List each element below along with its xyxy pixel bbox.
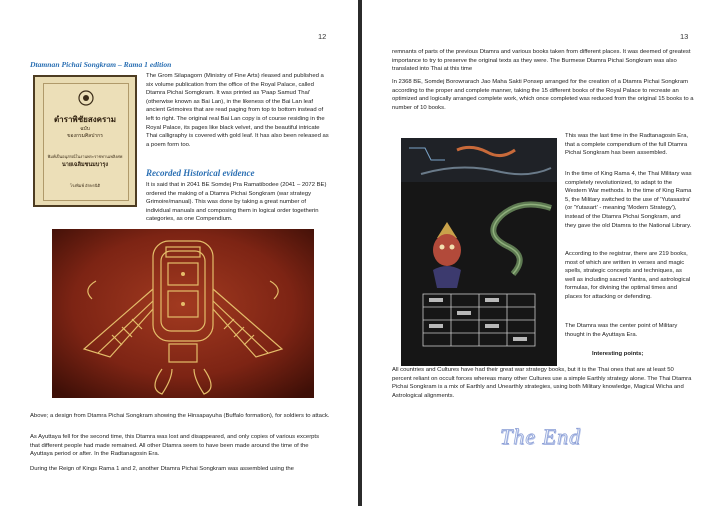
book-subtitle-2: ของกรมศิลปากร bbox=[67, 133, 103, 139]
emblem-icon bbox=[76, 89, 96, 107]
interesting-heading: Interesting points; bbox=[592, 351, 644, 357]
left-page bbox=[0, 0, 358, 506]
creation-paragraph: In 2368 BE, Somdej Borowrarach Jao Maha Sakti Ponsep arranged for the creation of a Dtamra Pichai Songkram according to the proper and complete manner, taking the 15 different books of the Royal Palace to recreate an optimized and logically arranged complete work, which once completed was reduced from the original 15 books to a number of 10 books. bbox=[392, 79, 694, 111]
manuscript-image bbox=[401, 138, 557, 366]
page-number: 13 bbox=[680, 32, 689, 41]
book-lower-name: นายเฉลิมชนมบารุง bbox=[61, 162, 109, 168]
rama4-paragraph: In the time of King Rama 4, the Thai Military was completely revolutionized, to adapt to the Western War methods. In the time of King Rama 5, the Military switched to the use of 'Yutasastra' (or 'Yutasart' - meaning 'Modern Strategy'), instead of the Dtamra Pichai Songkram, and they gave the old Dtamra to the National Library. bbox=[565, 171, 692, 229]
book-subtitle: ฉบับ bbox=[80, 126, 90, 132]
book-cover-image bbox=[33, 75, 137, 207]
image-caption: Above; a design from Dtamra Pichai Songkram showing the Hinsapayuha (Buffalo formation), for soldiers to attack. bbox=[30, 413, 330, 419]
history-paragraph: It is said that in 2041 BE Somdej Pra Ramatibodee (2041 – 2072 BE) ordered the making of a Dtamra Pichai Songkram (war strategy Grimoire/manual). This was done by taking a great number of individual manuals and composing them in logical order togetherin categories, as one Compendium. bbox=[146, 182, 327, 223]
subheading: Recorded Historical evidence bbox=[146, 168, 255, 178]
right-page bbox=[362, 0, 720, 506]
book-lower-text: พิมพ์เป็นอนุสรณ์ในงานพระราชทานเพลิงศพ bbox=[47, 154, 123, 159]
lost-paragraph: As Ayuttaya fell for the second time, this Dtamra was lost and disappeared, and only copies of various excerpts that different people had made remained. All other Dtamra seem to have been made around the time of the Ayuttaya period or after. In the Radtanagosin Era. bbox=[30, 434, 320, 458]
buffalo-formation-image bbox=[52, 229, 314, 398]
book-bottom-text: โรงพิมพ์ อักษรนิติ bbox=[69, 183, 101, 188]
book-title: ตำราพิชัยสงคราม bbox=[53, 115, 117, 124]
section-heading: Dtamnan Pichai Songkram – Rama 1 edition bbox=[30, 60, 172, 69]
the-end-title: The End bbox=[500, 424, 581, 449]
registrar-paragraph: According to the registrar, there are 219 books, most of which are written in verses and magic spells, strategic concepts and techniques, as well as including sacred Yantra, and astrological formulas, for divining the optimal times and places for attacking or defending. bbox=[565, 251, 691, 300]
page-number: 12 bbox=[318, 32, 327, 41]
intro-paragraph: The Grom Silapagorn (Ministry of Fine Arts) rleased and published a six volume publication from the office of the Royal Palace, called Dtamra Pichai Somgkram. It was printed as 'Paap Samud Thai' (otherwise known as Bai Lan), in the likeness of the Bai Lan leaf ancient Grimoires that are read paging from top to bottom instead of left to right. The original real Bai Lan copy is of course residing in the Royal Palace, its pages like black velvet, and the beautiful intricate Thai calligraphy is covered with gold leaf. It has also been released as a poem form too. bbox=[146, 73, 329, 148]
remnants-paragraph: remnants of parts of the previous Dtamra and various books taken from different places. It was deemed of greatest importance to try to preserve the original texts as they were. The Burmese Dtamra Pichai Songkram was also translated into Thai at this time bbox=[392, 49, 691, 73]
interesting-paragraph: All countries and Cultures have had their great war strategy books, but it is the Thai ones that are at least 50 percent reliant on occult forces whereas many other Cultures use a simple Earthly strategy alone. The Thai Dtamra Pichai Songkram is a mix of Earthly and Unearthly strategies, using both Military knowledge, Magical Wicha and Astrological alignments. bbox=[392, 367, 692, 399]
reign-paragraph: During the Reign of Kings Rama 1 and 2, another Dtamra Pichai Songkram was assembled using the bbox=[30, 466, 294, 472]
last-time-paragraph: This was the last time in the Radtanagosin Era, that a complete compendium of the full Dtamra Pichai Songkram has been assembled. bbox=[565, 133, 689, 157]
center-point-paragraph: The Dtamra was the center point of Military thought in the Ayuttaya Era. bbox=[565, 323, 678, 338]
buffalo-formation-drawing bbox=[52, 229, 314, 398]
manuscript-drawing bbox=[401, 138, 557, 366]
